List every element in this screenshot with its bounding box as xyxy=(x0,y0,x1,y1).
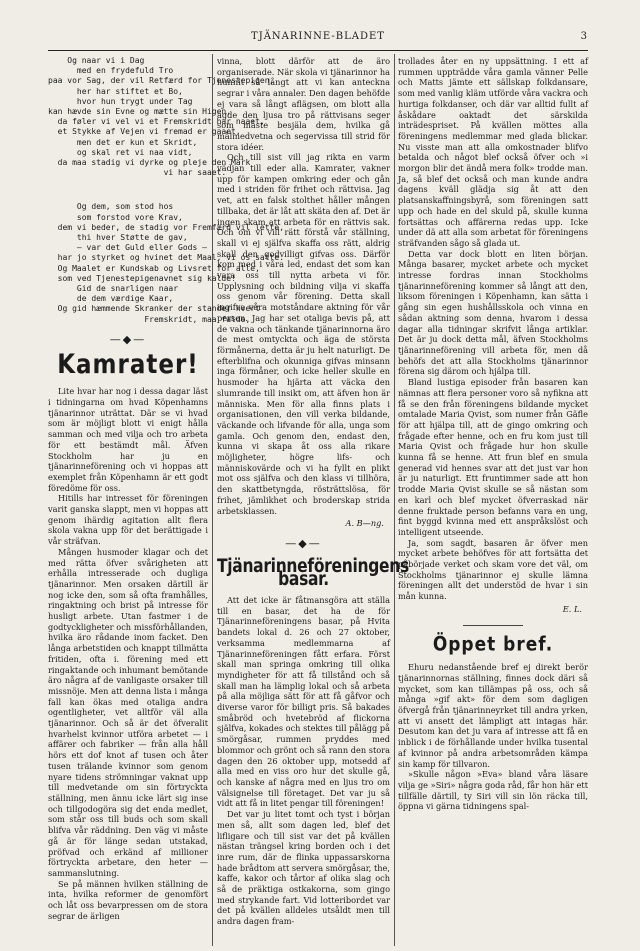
page-number: 3 xyxy=(580,31,588,42)
article-paragraph: Att det icke är fåtmansgöra att ställa till en basar, det ha de för Tjänarinneföreningens basar, på Hvita bandets lokal d. 26 och 27 oktober, verksamma medlemmarna af Tjänarinneföreningen fått erfara. Först skall man springa omkring till olika myndigheter för att få tillstånd och så skall man ha lämplig lokal och så arbeta på alla möjliga sätt för att få gåfvor och diverse varor för billigt pris. Så bakades småbröd och hvetebröd af flickorna själfva, kokades och stektes till pålägg på smörgåsar, rummen pryddes med blommor och grönt och så rann den stora dagen den 26 oktober upp, motsedd af alla med en viss oro hur det skulle gå, och kanske af några med en ljus tro om välsignelse till företaget. Det var ju så vidt att få in litet pengar till föreningen! xyxy=(217,595,390,809)
ornament-divider: —◆— xyxy=(109,332,147,346)
column-3 xyxy=(398,56,588,951)
article-paragraph: Detta var dock blott en liten början. Många basarer, mycket arbete och mycket intresse fordras innan Stockholms tjänarinneförening kommer så långt att den, liksom föreningen i Köpenhamn, kan sätta i gång sin egen hushållsskola och vinna en sådan aktning som denna, hvarom i dessa dagar alla tidningar skrifvit långa artiklar. Det är ju dock detta mål, äfven Stockholms tjänarinneförening vill arbeta för, men då behöfs det att alla Stockholms tjänarinnor förena sig därom och hjälpa till. xyxy=(398,248,588,377)
article-paragraph: vinna, blott därför att de äro organiserade. När skola vi tjänarinnor ha hunnit så långt att vi kan anteckna segrar i våra annaler. Den dagen behöfde ej vara så långt aflägsen, om blott alla ägde den ljusa tro på rättvisans seger som måste besjäla dem, hvilka gå målmedvetna och segervissa till strid för stora idéer. xyxy=(217,56,390,152)
article-paragraph: Hitills har intresset för föreningen varit ganska slappt, men vi hoppas att genom ihärdig agitation allt flera skola vakna upp för det berättigade i vår sträfvan. xyxy=(48,493,208,547)
ornament-divider: —◆— xyxy=(285,536,322,550)
author-signature: A. B—ng. xyxy=(345,518,384,529)
newspaper-title: TJÄNARINNE-BLADET xyxy=(251,31,385,42)
column-divider-2 xyxy=(394,54,395,946)
column-2 xyxy=(217,56,409,951)
header-rule xyxy=(48,50,588,51)
poem-stanza-2: Og dem, som stod hos som forstod vore Krav, dem vi beder, de stadig vor Fremfærd vil lette, thi hver Støtte de gav, — var det Guld eller Gods — har jo styrket og hvinet det Maal, vi os satte. Og Maalet er Kundskab og Livsret for alle, som ved Tjenestepigenavnet sig kalde! Gid de snarligen naar de dem værdige Kaar, Og gid hæmmende Skranker der stander hvert Fremskridt, maa falde, xyxy=(57,202,285,324)
article-paragraph: Se på männen hvilken ställning de inta, hvilka reformer de genomfört och låt oss bevarpressen om de stora segrar de ärligen xyxy=(48,878,208,921)
article-paragraph: »Skulle någon »Eva» bland våra läsare vilja ge »Siri» några goda råd, får hon här ett tillfälle därtill, ty Siri vill sin lön räcka till, öppna vi gärna tidningens spal- xyxy=(398,769,588,812)
article-paragraph: Lite hvar har nog i dessa dagar läst i tidningarna om hvad Köpenhamns tjänarinnor uträttat. Där se vi hvad som är möjligt blott vi enigt hålla samman och med vilja och tro arbeta för ett bestämdt mål. Äfven Stockholm har ju en tjänarinneförening och vi hoppas att exemplet från Köpenhamn är ett godt föredöme för oss. xyxy=(48,386,208,493)
headline-oppet-bref: Öppet bref. xyxy=(432,633,554,657)
article-paragraph: Mången husmoder klagar och det med rätta öfver svårigheten att erhålla intresserade och dugliga tjänarinnor. Men orsaken därtill är nog icke den, som så ofta framhålles, ringaktning och brist på intresse för husligt arbete. Utan fastmer i de godtyckligheter och missförhållanden, hvilka äro rådande inom facket. Den långa arbetstiden och knappt tillmätta fritiden, ofta i. förening med ett ringaktande och inhumant bemötande äro några af de vanligaste orsaker till missnöje. Men att denna lista i många fall kan ökas med otaliga andra ogentligheter, vet alltför väl alla tjänarinnor. Och så är det öfveralit hvarhelst kvinnor utföra arbetet — i affärer och fabriker — från alla håll hörs ett dof knot af tusen och åter tusen trälande kvinnor som genom nyare tidens strömningar vaknat upp till medvetande om sin förtryckta ställning, men ännu icke lärt sig inse och tillgodogöra sig det enda medlet, som står oss till buds och som skall blifva vår räddning. Den väg vi måste gå är för länge sedan utstakad, pröfvad och erkänd af millioner förtryckta arbetare, den heter — sammanslutning. xyxy=(48,546,208,878)
article-paragraph: Ehuru nedanstående bref ej direkt berör tjänarinnornas ställning, finnes dock däri så mycket, som kan tillämpas på oss, och så många »gif akt» för dem som dagligen öfvergå från tjänarinneyrket till andra yrken, att vi ansett det lämpligt att intagas här. Desutom kan det ju vara af intresse att få en inblick i de förhållande under hvilka tusental af kvinnor på andra arbetsområden kämpa sin kamp för tillvaron. xyxy=(398,662,588,769)
section-divider xyxy=(463,625,523,626)
column-1 xyxy=(48,56,285,951)
article-paragraph: Det var ju litet tomt och tyst i början men så, allt som dagen led, blef det lifligare och till sist var det på kvällen nästan trängsel kring borden och i det inre rum, där de flinka uppassarskorna hade brådtom att servera smörgåsar, the, kaffe, kakor och tårtor af olika slag och så de präktiga ostkakorna, som gingo med strykande fart. Vid lotteribordet var det på kvällen alldeles utsåldt men till andra dagen fram- xyxy=(217,809,390,927)
headline-basar: Tjänarinneföreningens basar. xyxy=(217,554,409,590)
author-signature: E. L. xyxy=(562,603,582,614)
article-paragraph: Bland lustiga episoder från basaren kan nämnas att flera personer voro så nyfikna att få se den från föreningens bildande mycket omtalade Maria Qvist, som numer från Gäfle för att hjälpa till, att de gingo omkring och frågade efter henne, och en fru kom just till Maria Qvist och frågade hur hon skulle kunna få se henne. Att frun blef en smula generad vid hennes svar att det just var hon är ju naturligt. Ett fruntimmer sade att hon trodde Maria Qvist skulle se så nästan som en karl och blef mycket öfverraskad när denne fruktade person befanns vara en ung, fint byggd kvinna med ett anspråkslöst och intelligent utseende. xyxy=(398,377,588,537)
page-header xyxy=(48,31,588,49)
column-divider-1 xyxy=(212,54,213,946)
article-paragraph: Och till sist vill jag rikta en varm vädjan till eder alla. Kamrater, vakner upp för kampen omkring eder och gån med i striden för frihet och rättvisa. Jag vet, att en falsk stolthet håller mången tillbaka, det är låt att skäta den af. Det är ingen skam att arbeta för en rättvis sak. Och om vi vill rätt förstå vår ställning, skall vi ej själfva skaffa oss rätt, aldrig skall den godvilligt gifvas oss. Därför kom med i våra led, endast det som kan vara oss till nytta arbeta vi för. Upplysning och bildning vilja vi skaffa oss genom vår förening. Detta skall ingifva våra motståndare aktning för vår person. Jag har set otaliga bevis på, att de vakna och tänkande tjänarinnorna äro de mest omtyckta och äga de största förmånerna, detta är ju helt naturligt. De efterblifna och okunniga gifvas minsann inga förmåner, och icke heller skulle en husmoder ha hjärta att väcka den slumrande till insikt om, att äfven hon är människa. Men för alla finns plats i organisationen, den vill verka bildande, väckande och lifvande för alla, unga som gamla. Och genom den, endast den, kunna vi skapa åt oss alla rikare möjligheter, högre lifs- och människovärde och vi ha fyllt en plikt mot oss själfva och den klass vi tillhöra, den skattbetyngda, rösträttslösa, för frihet, jämlikhet och broderskap strida arbetsklassen. xyxy=(217,152,390,516)
article-paragraph: trollades åter en ny uppsättning. I ett af rummen uppträdde våra gamla vänner Pelle och Matts jämte ett sällskap folkdansare, som med vanlig kläm utförde våra vackra och hurtiga folkdanser, och där var alltid fullt af åskådare oaktadt det särskilda inträdespriset. På kvällen möttes alla föreningens medlemmar med glada blickar. Nu visste man att alla omkostnader blifvo betalda och något blef också öfver och »i morgon blir det ändå mera folk» trodde man. Ja, så blef det också och man kunde andra dagens kväll glädja sig åt att den platsanskaffningsbyrå, som föreningen satt upp och hade en del skuld på, skulle kunna fortsättas och affärerna redas upp. Icke under dä att alla som arbetat för föreningens sträfvanden sågo så glada ut. xyxy=(398,56,588,248)
headline-kamrater: Kamrater! xyxy=(57,349,199,380)
poem-stanza-1: Og naar vi i Dag med en frydefuld Tro paa vor Sag, der vil Retfærd for Tjenestepigen, her har stiftet et Bo, hvor hun trygt under Tag kan hævde sin Evne og mætte sin Higen, da føler vi vel vi et Fremskridt har naaet, et Stykke af Vejen vi fremad er gaaet, men det er kun et Skridt, og skal ret vi naa vidt, da maa stadig vi dyrke og pleje den Mark vi har saaet. xyxy=(48,56,275,178)
article-paragraph: Ja, som sagdt, basaren är öfver men mycket arbete behöfves för att fortsätta det påbörjade verket och skam vore det väl, om Stockholms tjänarinnor ej skulle lämna föreningen allt det understöd de hvar i sin mån kunna. xyxy=(398,537,588,602)
